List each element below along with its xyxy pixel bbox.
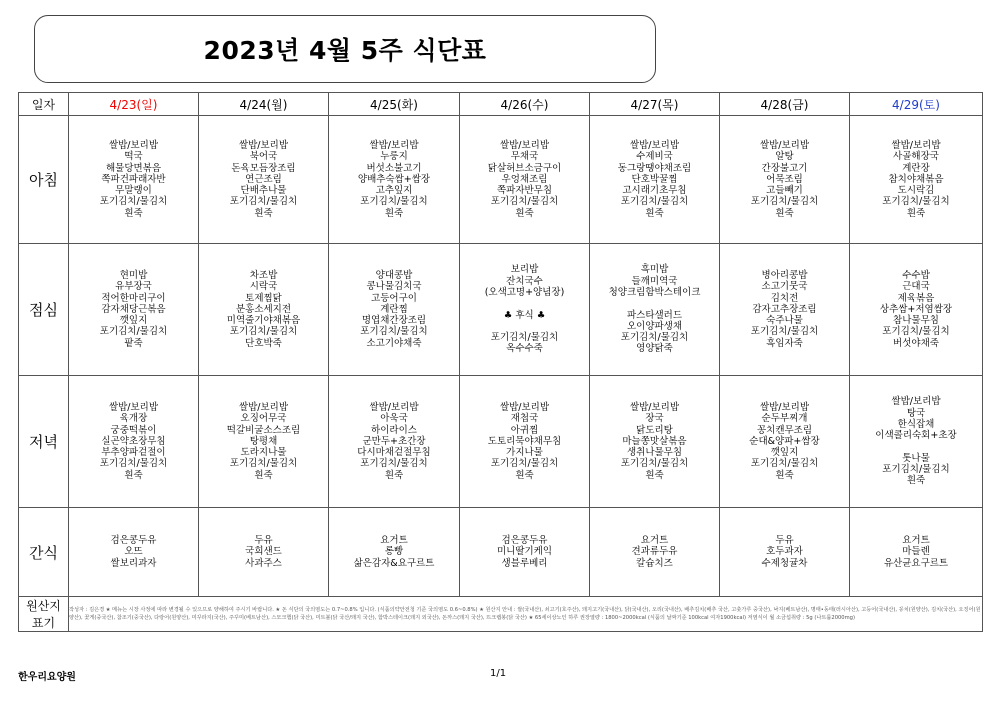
menu-item: 쌀밥/보리밥	[369, 139, 419, 151]
menu-item: 포기김치/물김치	[99, 196, 168, 208]
menu-item: 꽁치캔무조림	[756, 424, 813, 436]
menu-item: 미니딸기케익	[496, 546, 553, 558]
menu-item: 현미밥	[119, 269, 148, 281]
day-header-sat: 4/29(토)	[850, 93, 983, 116]
menu-item: 쌀밥/보리밥	[629, 401, 680, 413]
menu-item: 두유	[775, 535, 794, 547]
menu-item: 흰죽	[515, 469, 534, 481]
menu-item: 수수밥	[902, 269, 930, 281]
menu-item: 궁중떡볶이	[110, 424, 157, 436]
menu-item-list	[69, 270, 198, 349]
menu-cell-breakfast-sun	[69, 116, 199, 244]
menu-item: 고등어구이	[371, 292, 417, 304]
menu-item: 포기김치/물김치	[360, 326, 428, 338]
menu-cell-breakfast-tue	[329, 116, 460, 244]
menu-item: 이색콜리숙회+초장	[875, 430, 957, 442]
menu-item: 흑임자죽	[766, 337, 803, 349]
menu-item: 우엉채조림	[501, 173, 548, 185]
menu-item: ♣ 후식 ♣	[503, 309, 546, 321]
menu-item: 마들렌	[902, 546, 930, 558]
menu-item: 쌀밥/보리밥	[759, 139, 810, 151]
menu-item: 떡국	[124, 151, 143, 163]
menu-item: 팥죽	[124, 337, 143, 349]
menu-item-list	[720, 270, 849, 349]
menu-item: 흰죽	[254, 469, 273, 481]
meal-row-dinner	[19, 376, 983, 508]
menu-item: 깻잎지	[770, 447, 799, 459]
menu-item: 양배추숙쌈+쌈장	[357, 173, 431, 185]
menu-item	[850, 442, 982, 453]
menu-item: 참나물무침	[893, 315, 939, 327]
menu-item-list	[329, 270, 459, 349]
menu-item: 가지나물	[506, 447, 543, 459]
menu-item: 포기김치/물김치	[99, 458, 168, 470]
menu-item: 상추쌈+저염쌈장	[879, 303, 953, 315]
menu-cell-breakfast-wed	[460, 116, 590, 244]
menu-item: 숙주나물	[766, 315, 803, 327]
menu-cell-lunch-fri	[720, 244, 850, 376]
menu-item: 고시래기초무침	[622, 185, 687, 197]
menu-item: 포기김치/물김치	[490, 332, 559, 344]
menu-item: 무말랭이	[115, 185, 152, 197]
day-header-thu: 4/27(목)	[590, 93, 720, 116]
menu-item: 쌀밥/보리밥	[499, 139, 550, 151]
menu-item-list	[69, 140, 198, 219]
menu-item: 포기김치/물김치	[750, 326, 819, 338]
menu-item: 하이라이스	[371, 424, 417, 436]
menu-item-list	[850, 396, 982, 486]
menu-item-list	[329, 535, 459, 569]
menu-item: 쌀밥/보리밥	[499, 401, 550, 413]
menu-item-list	[69, 402, 198, 481]
menu-item: 명엽채간장조림	[361, 315, 427, 327]
menu-item: 마늘쫑맛살볶음	[622, 435, 687, 447]
meal-row-snack	[19, 508, 983, 597]
menu-item-list	[69, 535, 198, 569]
menu-item: 떡갈비굴소스조림	[226, 424, 301, 436]
menu-cell-snack-sun	[69, 508, 199, 597]
menu-item: 검은콩두유	[110, 535, 157, 547]
menu-item: 포기김치/물김치	[882, 326, 950, 338]
menu-item: 다시마채겉절무침	[357, 447, 431, 459]
menu-item: 토제찜닭	[245, 292, 282, 304]
day-header-wed: 4/26(수)	[460, 93, 590, 116]
menu-item: 한식잡채	[897, 418, 935, 430]
menu-item: 영양닭죽	[636, 343, 673, 355]
date-header-label: 일자	[19, 93, 69, 116]
menu-item: 파스타샐러드	[626, 309, 683, 321]
menu-item: 흰죽	[906, 207, 926, 219]
menu-item: 오이양파생채	[626, 320, 683, 332]
menu-item: 잔치국수	[506, 275, 543, 287]
menu-cell-dinner-mon	[199, 376, 329, 508]
menu-item: 생블루베리	[501, 557, 548, 569]
menu-item-list	[460, 402, 589, 481]
menu-item-list	[720, 140, 849, 219]
menu-item: 깻잎지	[119, 315, 148, 327]
meal-row-lunch	[19, 244, 983, 376]
menu-item: 알탕	[775, 151, 794, 163]
menu-cell-breakfast-mon	[199, 116, 329, 244]
menu-cell-dinner-sat	[850, 376, 983, 508]
menu-item: 육개장	[119, 413, 148, 425]
menu-item: 쌀밥/보리밥	[891, 396, 941, 408]
menu-item-list	[460, 264, 589, 354]
menu-item: 쌀보리과자	[110, 557, 157, 569]
menu-item-list	[590, 402, 719, 481]
menu-cell-breakfast-fri	[720, 116, 850, 244]
menu-item: 쌀밥/보리밥	[759, 401, 810, 413]
menu-item: 포기김치/물김치	[490, 196, 559, 208]
menu-item: 아욱국	[380, 413, 408, 425]
menu-item: 군만두+초간장	[362, 435, 426, 447]
menu-item: 쌀밥/보리밥	[891, 139, 941, 151]
menu-item: 미역줄기야채볶음	[226, 315, 301, 327]
menu-item: 포기김치/물김치	[99, 326, 168, 338]
menu-item-list	[590, 264, 719, 354]
menu-item-list	[199, 270, 328, 349]
menu-cell-dinner-thu	[590, 376, 720, 508]
menu-item: 유부장국	[115, 281, 152, 293]
menu-item: 쪽파건파래자반	[101, 173, 166, 185]
menu-item: 장국	[645, 413, 664, 425]
menu-item: 동그랑땡야채조림	[617, 162, 692, 174]
menu-cell-lunch-thu	[590, 244, 720, 376]
menu-item: 사골해장국	[893, 151, 939, 163]
menu-item: 부추양파겉절이	[101, 447, 166, 459]
menu-item: 흰죽	[254, 207, 273, 219]
menu-item: 아귀찜	[510, 424, 539, 436]
menu-item-list	[460, 535, 589, 569]
menu-item: 쌀밥/보리밥	[108, 139, 159, 151]
menu-item: 포기김치/물김치	[229, 326, 298, 338]
meal-row-breakfast	[19, 116, 983, 244]
menu-item: 수제청귤차	[761, 557, 808, 569]
menu-item: 시락국	[249, 281, 278, 293]
menu-item: 흰죽	[124, 469, 143, 481]
meal-label-dinner: 저녁	[19, 376, 69, 508]
menu-item-list	[460, 140, 589, 219]
menu-item: 견과류두유	[631, 546, 678, 558]
menu-item: 쌀밥/보리밥	[238, 139, 289, 151]
menu-item: 고추잎지	[375, 185, 413, 197]
menu-item: 포기김치/물김치	[620, 458, 689, 470]
menu-cell-snack-mon	[199, 508, 329, 597]
menu-item-list	[850, 270, 982, 349]
menu-item-list	[199, 535, 328, 569]
menu-item: 단호박죽	[245, 337, 282, 349]
menu-item: 소고기야채죽	[366, 337, 422, 349]
menu-item-list	[329, 140, 459, 219]
menu-cell-snack-wed	[460, 508, 590, 597]
menu-item: 흰죽	[645, 207, 664, 219]
menu-item: 롱빵	[384, 546, 404, 558]
menu-item: 쌀밥/보리밥	[369, 401, 419, 413]
menu-item: 수제비국	[636, 151, 673, 163]
menu-item: 고들빼기	[766, 185, 803, 197]
menu-item: 포기김치/물김치	[750, 196, 819, 208]
menu-item: 흰죽	[645, 469, 664, 481]
menu-item: 순두부찌개	[761, 413, 808, 425]
menu-item: 돈육모듬장조림	[231, 162, 296, 174]
day-header-fri: 4/28(금)	[720, 93, 850, 116]
menu-item: 사과주스	[245, 557, 282, 569]
menu-item: 오뜨	[124, 546, 143, 558]
menu-item: 닭살허브소금구이	[487, 162, 562, 174]
page-title: 2023년 4월 5주 식단표	[203, 36, 487, 65]
origin-notice: 작성자 : 김은경 ★ 메뉴는 시장 사정에 따라 변경될 수 있으므로 양해하여 주시기 바랍니다. ★ 돈 식단의 국의염도는 0.7~0.8% 입니다. (식품의약안전청 기준 국의염도 0.6~0.8%) ★ 원산지 안내 : 쌀(국내산), 쇠고기(호주산), 돼지고기(국내산), 닭(국내산), 오리(국내산), 배추김치(배추 국산, 고춧가루 중국산), 낙지(베트남산), 명태•동태(러시아산), 고등어(국내산), 꽁치(원양산), 김치(국산), 오징어(원양산), 꽃게(중국산), 참조기(중국산), 다랑어(원양산), 미꾸라지(국산), 주꾸미(베트남산), 스모크햄(닭 국산), 미트볼(닭 국산/돼지 국산), 함박스테이크(돼지 외국산), 돈까스(돼지 국산), 뜨크랩봉(닭 국산) ★ 65세이상노인 하루 권장열량 : 1800~2000kcal (식품의 날짜기준 100kcal 여자1900kcal) 저염식이 월 소금섭취량 : 5g (나트륨2000mg)	[69, 597, 983, 632]
menu-item: 김치전	[770, 292, 799, 304]
menu-item	[460, 321, 589, 332]
menu-item: 분홍소세지전	[235, 303, 292, 315]
menu-item: 소고기뭇국	[761, 281, 808, 293]
menu-item: 감자채당근볶음	[101, 303, 166, 315]
menu-item: 무채국	[510, 151, 539, 163]
menu-item: 실곤약초장무침	[101, 435, 166, 447]
menu-item: 옥수수죽	[506, 343, 543, 355]
menu-item: 포기김치/물김치	[229, 196, 298, 208]
menu-item: 포기김치/물김치	[490, 458, 559, 470]
menu-item-list	[720, 402, 849, 481]
menu-item: 탕국	[906, 407, 926, 419]
menu-item: 계란찜	[380, 303, 408, 315]
menu-item: 흑미밥	[640, 264, 669, 276]
meal-label-snack: 간식	[19, 508, 69, 597]
menu-cell-dinner-tue	[329, 376, 460, 508]
menu-table	[18, 92, 983, 632]
menu-item: 버섯소불고기	[366, 162, 422, 174]
menu-cell-lunch-tue	[329, 244, 460, 376]
menu-item: 쪽파자반무침	[496, 185, 553, 197]
menu-item: 순대&양파+쌈장	[749, 435, 820, 447]
menu-item: 포기김치/물김치	[360, 458, 428, 470]
menu-item: 연근조림	[245, 173, 282, 185]
menu-item: 참치야채볶음	[888, 173, 944, 185]
menu-item: 포기김치/물김치	[882, 464, 950, 476]
day-header-mon: 4/24(월)	[199, 93, 329, 116]
menu-item: 북어국	[249, 151, 278, 163]
menu-item: 포기김치/물김치	[229, 458, 298, 470]
menu-item: 도토리묵야채무침	[487, 435, 562, 447]
menu-item: 도시락김	[897, 185, 935, 197]
menu-item: 포기김치/물김치	[620, 196, 689, 208]
menu-cell-lunch-wed	[460, 244, 590, 376]
menu-item: 호두과자	[766, 546, 803, 558]
menu-cell-snack-fri	[720, 508, 850, 597]
menu-item: 차조밥	[249, 269, 278, 281]
menu-item: 버섯야채죽	[893, 337, 939, 349]
menu-item: 쌀밥/보리밥	[108, 401, 159, 413]
menu-item: 요거트	[640, 535, 669, 547]
menu-item: 톳나물	[902, 452, 930, 464]
menu-item: 쌀밥/보리밥	[238, 401, 289, 413]
menu-item: 해물당면볶음	[105, 162, 162, 174]
menu-item: 흰죽	[775, 469, 794, 481]
menu-item-list	[720, 535, 849, 569]
menu-item: 요거트	[902, 535, 930, 547]
menu-item	[460, 298, 589, 309]
menu-item: 두유	[254, 535, 273, 547]
menu-cell-breakfast-thu	[590, 116, 720, 244]
menu-item: 재첩국	[510, 413, 539, 425]
menu-item: 제육볶음	[897, 292, 935, 304]
menu-item: 흰죽	[384, 207, 404, 219]
menu-item: 삶은감자&요구르트	[353, 557, 435, 569]
menu-item: 흰죽	[384, 469, 404, 481]
menu-item: 오징어무국	[240, 413, 287, 425]
menu-item: 양대콩밥	[375, 269, 413, 281]
menu-item: 흰죽	[515, 207, 534, 219]
menu-item-list	[329, 402, 459, 481]
menu-cell-lunch-sat	[850, 244, 983, 376]
menu-item: 간장불고기	[761, 162, 808, 174]
menu-item: 칼슘치즈	[636, 557, 673, 569]
menu-item: 어묵조림	[766, 173, 803, 185]
day-header-tue: 4/25(화)	[329, 93, 460, 116]
menu-item-list	[590, 535, 719, 569]
menu-item: 국희샌드	[245, 546, 282, 558]
menu-item: 포기김치/물김치	[750, 458, 819, 470]
menu-cell-dinner-wed	[460, 376, 590, 508]
menu-item-list	[199, 402, 328, 481]
menu-item: 탕평채	[249, 435, 278, 447]
menu-item: 보리밥	[510, 264, 539, 276]
menu-item: 요거트	[380, 535, 408, 547]
menu-item: (오색고명+양념장)	[484, 286, 565, 298]
header-row	[19, 93, 983, 116]
menu-cell-snack-tue	[329, 508, 460, 597]
menu-item: 포기김치/물김치	[882, 196, 950, 208]
origin-label: 원산지 표기	[19, 597, 69, 632]
menu-item: 적어한마리구이	[101, 292, 166, 304]
menu-item: 근대국	[902, 281, 930, 293]
footer-organization: 한우리요양원	[18, 672, 76, 683]
menu-cell-breakfast-sat	[850, 116, 983, 244]
menu-item-list	[199, 140, 328, 219]
menu-item: 단배추나물	[240, 185, 287, 197]
menu-cell-snack-thu	[590, 508, 720, 597]
meal-label-breakfast: 아침	[19, 116, 69, 244]
menu-item: 흰죽	[775, 207, 794, 219]
footer-page-number: 1/1	[490, 668, 507, 679]
menu-item: 쌀밥/보리밥	[629, 139, 680, 151]
menu-item: 생취나물무침	[626, 447, 683, 459]
menu-cell-dinner-sun	[69, 376, 199, 508]
origin-row	[19, 597, 983, 632]
menu-item-list	[590, 140, 719, 219]
menu-item: 흰죽	[906, 475, 926, 487]
meal-label-lunch: 점심	[19, 244, 69, 376]
menu-item: 검은콩두유	[501, 535, 548, 547]
menu-cell-snack-sat	[850, 508, 983, 597]
menu-item-list	[850, 140, 982, 219]
menu-item: 포기김치/물김치	[360, 196, 428, 208]
title-box	[34, 15, 656, 83]
menu-item: 흰죽	[124, 207, 143, 219]
menu-item: 단호박꿀찜	[631, 173, 678, 185]
menu-item-list	[850, 535, 982, 569]
menu-item: 감자고추장조림	[752, 303, 817, 315]
menu-item: 청양크림함박스테이크	[608, 286, 701, 298]
menu-item: 유산균요구르트	[883, 557, 949, 569]
menu-item: 콩나물김치국	[366, 281, 422, 293]
menu-item: 도라지나물	[240, 447, 287, 459]
menu-item: 포기김치/물김치	[620, 332, 689, 344]
menu-cell-lunch-mon	[199, 244, 329, 376]
menu-item: 닭도리탕	[636, 424, 673, 436]
menu-item: 계란장	[902, 162, 930, 174]
menu-cell-dinner-fri	[720, 376, 850, 508]
menu-cell-lunch-sun	[69, 244, 199, 376]
menu-item	[590, 298, 719, 309]
menu-item: 들깨미역국	[631, 275, 678, 287]
menu-item: 누룽지	[380, 151, 408, 163]
menu-item: 병아리콩밥	[761, 269, 808, 281]
day-header-sun: 4/23(일)	[69, 93, 199, 116]
